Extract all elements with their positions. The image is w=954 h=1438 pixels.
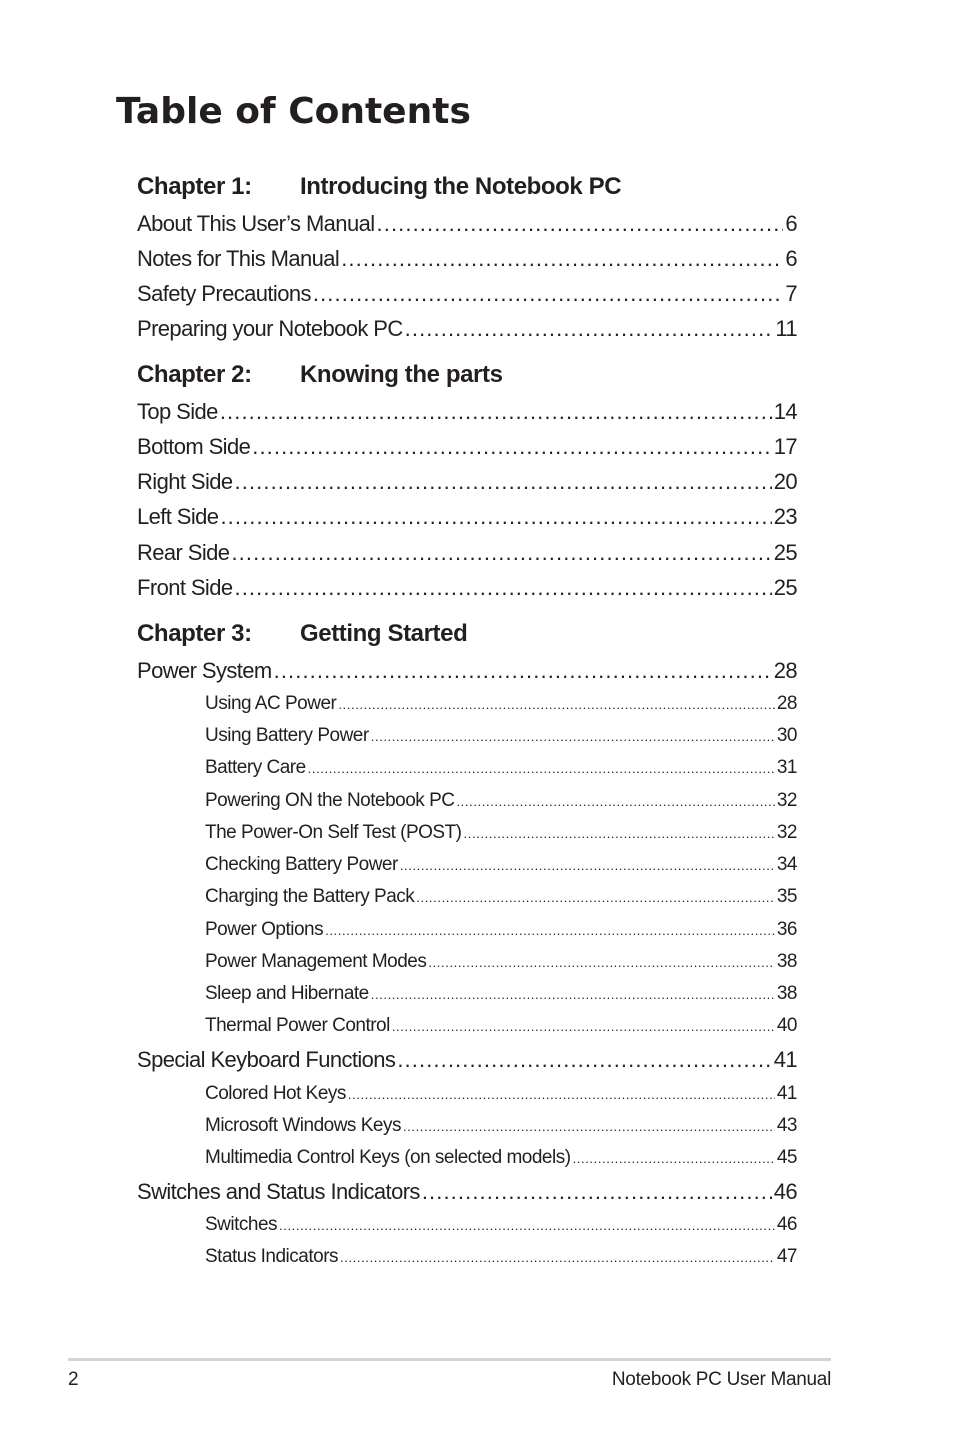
dot-leader <box>428 950 775 976</box>
dot-leader <box>400 853 775 879</box>
entry-page: 38 <box>776 983 797 1004</box>
entry-label: Status Indicators <box>205 1246 339 1267</box>
entry-page: 31 <box>776 757 797 778</box>
toc-entry[interactable] <box>137 314 797 344</box>
toc-entry[interactable] <box>137 656 797 686</box>
entry-page: 40 <box>776 1015 797 1036</box>
entry-label: Checking Battery Power <box>205 854 398 875</box>
toc-subentry[interactable] <box>205 1145 797 1172</box>
entry-page: 14 <box>773 399 797 424</box>
toc-subentry[interactable] <box>205 1244 797 1271</box>
dot-leader <box>235 467 772 497</box>
entry-page: 11 <box>775 316 797 341</box>
footer-manual-title: Notebook PC User Manual <box>611 1369 831 1390</box>
entry-label: Special Keyboard Functions <box>137 1047 396 1072</box>
entry-label: Microsoft Windows Keys <box>205 1115 401 1136</box>
entry-page: 17 <box>773 434 797 459</box>
dot-leader <box>464 821 775 847</box>
page-title: Table of Contents <box>116 91 471 132</box>
dot-leader <box>313 279 784 309</box>
toc-subentry[interactable] <box>205 917 797 944</box>
entry-page: 30 <box>776 725 797 746</box>
chapter-3-heading[interactable] <box>137 618 797 650</box>
entry-label: Powering ON the Notebook PC <box>205 790 455 811</box>
entry-page: 32 <box>776 822 797 843</box>
entry-label: Charging the Battery Pack <box>205 886 415 907</box>
dot-leader <box>377 209 784 239</box>
entry-page: 34 <box>776 854 797 875</box>
entry-label: Battery Care <box>205 757 306 778</box>
entry-label: Colored Hot Keys <box>205 1083 346 1104</box>
dot-leader <box>338 692 775 718</box>
dot-leader <box>325 918 775 944</box>
footer-page-number: 2 <box>68 1369 79 1390</box>
entry-label: Notes for This Manual <box>137 246 340 271</box>
toc-subentry[interactable] <box>205 884 797 911</box>
entry-page: 46 <box>776 1214 797 1235</box>
dot-leader <box>231 538 771 568</box>
toc-entry[interactable] <box>137 502 797 532</box>
chapter-title: Knowing the parts <box>300 361 503 388</box>
chapter-2-heading[interactable] <box>137 359 797 391</box>
dot-leader <box>220 502 771 532</box>
toc-subentry[interactable] <box>205 852 797 879</box>
entry-page: 41 <box>773 1047 797 1072</box>
entry-label: Bottom Side <box>137 434 251 459</box>
entry-page: 32 <box>776 790 797 811</box>
toc-subentry[interactable] <box>205 981 797 1008</box>
entry-label: Using Battery Power <box>205 725 369 746</box>
dot-leader <box>235 573 772 603</box>
entry-label: Preparing your Notebook PC <box>137 316 403 341</box>
dot-leader <box>279 1213 775 1239</box>
dot-leader <box>397 1045 771 1075</box>
entry-page: 23 <box>773 504 797 529</box>
toc-entry[interactable] <box>137 538 797 568</box>
entry-label: Thermal Power Control <box>205 1015 390 1036</box>
toc-entry[interactable] <box>137 1045 797 1075</box>
entry-page: 6 <box>785 246 797 271</box>
toc-subentry[interactable] <box>205 691 797 718</box>
entry-page: 20 <box>773 469 797 494</box>
toc-subentry[interactable] <box>205 820 797 847</box>
toc-entry[interactable] <box>137 467 797 497</box>
entry-label: Left Side <box>137 504 219 529</box>
entry-page: 45 <box>776 1147 797 1168</box>
entry-label: Right Side <box>137 469 233 494</box>
chapter-title: Getting Started <box>300 620 468 647</box>
entry-label: Top Side <box>137 399 218 424</box>
toc-subentry[interactable] <box>205 788 797 815</box>
toc-subentry[interactable] <box>205 755 797 782</box>
entry-page: 25 <box>773 575 797 600</box>
entry-page: 6 <box>785 211 797 236</box>
entry-page: 41 <box>776 1083 797 1104</box>
chapter-title: Introducing the Notebook PC <box>300 173 622 200</box>
toc-subentry[interactable] <box>205 723 797 750</box>
dot-leader <box>341 244 783 274</box>
toc-entry[interactable] <box>137 244 797 274</box>
toc-entry[interactable] <box>137 209 797 239</box>
toc-subentry[interactable] <box>205 1013 797 1040</box>
toc-entry[interactable] <box>137 573 797 603</box>
entry-page: 25 <box>773 540 797 565</box>
entry-page: 28 <box>773 658 797 683</box>
entry-label: Safety Precautions <box>137 281 311 306</box>
toc-subentry[interactable] <box>205 1212 797 1239</box>
toc-subentry[interactable] <box>205 1113 797 1140</box>
toc-subentry[interactable] <box>205 1081 797 1108</box>
dot-leader <box>274 656 772 686</box>
entry-label: Using AC Power <box>205 693 337 714</box>
entry-page: 46 <box>773 1179 797 1204</box>
dot-leader <box>348 1082 775 1108</box>
dot-leader <box>416 885 775 911</box>
footer-divider <box>68 1358 831 1361</box>
dot-leader <box>405 314 774 344</box>
dot-leader <box>371 724 775 750</box>
entry-label: Front Side <box>137 575 233 600</box>
entry-label: Power System <box>137 658 272 683</box>
toc-entry[interactable] <box>137 397 797 427</box>
toc-entry[interactable] <box>137 432 797 462</box>
dot-leader <box>573 1146 775 1172</box>
chapter-number: Chapter 2: <box>137 361 252 388</box>
entry-page: 47 <box>776 1246 797 1267</box>
entry-label: About This User’s Manual <box>137 211 375 236</box>
entry-page: 35 <box>776 886 797 907</box>
chapter-1-heading[interactable] <box>137 171 797 203</box>
dot-leader <box>220 397 772 427</box>
dot-leader <box>308 756 775 782</box>
dot-leader <box>392 1014 775 1040</box>
entry-label: Switches <box>205 1214 278 1235</box>
dot-leader <box>371 982 775 1008</box>
dot-leader <box>456 789 774 815</box>
chapter-number: Chapter 3: <box>137 620 252 647</box>
entry-label: Sleep and Hibernate <box>205 983 369 1004</box>
entry-page: 38 <box>776 951 797 972</box>
entry-page: 43 <box>776 1115 797 1136</box>
entry-label: Power Options <box>205 919 324 940</box>
entry-label: Power Management Modes <box>205 951 427 972</box>
toc-entry[interactable] <box>137 279 797 309</box>
dot-leader <box>422 1177 772 1207</box>
entry-label: The Power-On Self Test (POST) <box>205 822 462 843</box>
entry-label: Multimedia Control Keys (on selected models) <box>205 1147 571 1168</box>
entry-page: 7 <box>785 281 797 306</box>
entry-label: Switches and Status Indicators <box>137 1179 420 1204</box>
entry-page: 36 <box>776 919 797 940</box>
dot-leader <box>340 1245 775 1271</box>
dot-leader <box>252 432 771 462</box>
toc-entry[interactable] <box>137 1177 797 1207</box>
entry-page: 28 <box>776 693 797 714</box>
entry-label: Rear Side <box>137 540 230 565</box>
toc-subentry[interactable] <box>205 949 797 976</box>
dot-leader <box>403 1114 775 1140</box>
chapter-number: Chapter 1: <box>137 173 252 200</box>
